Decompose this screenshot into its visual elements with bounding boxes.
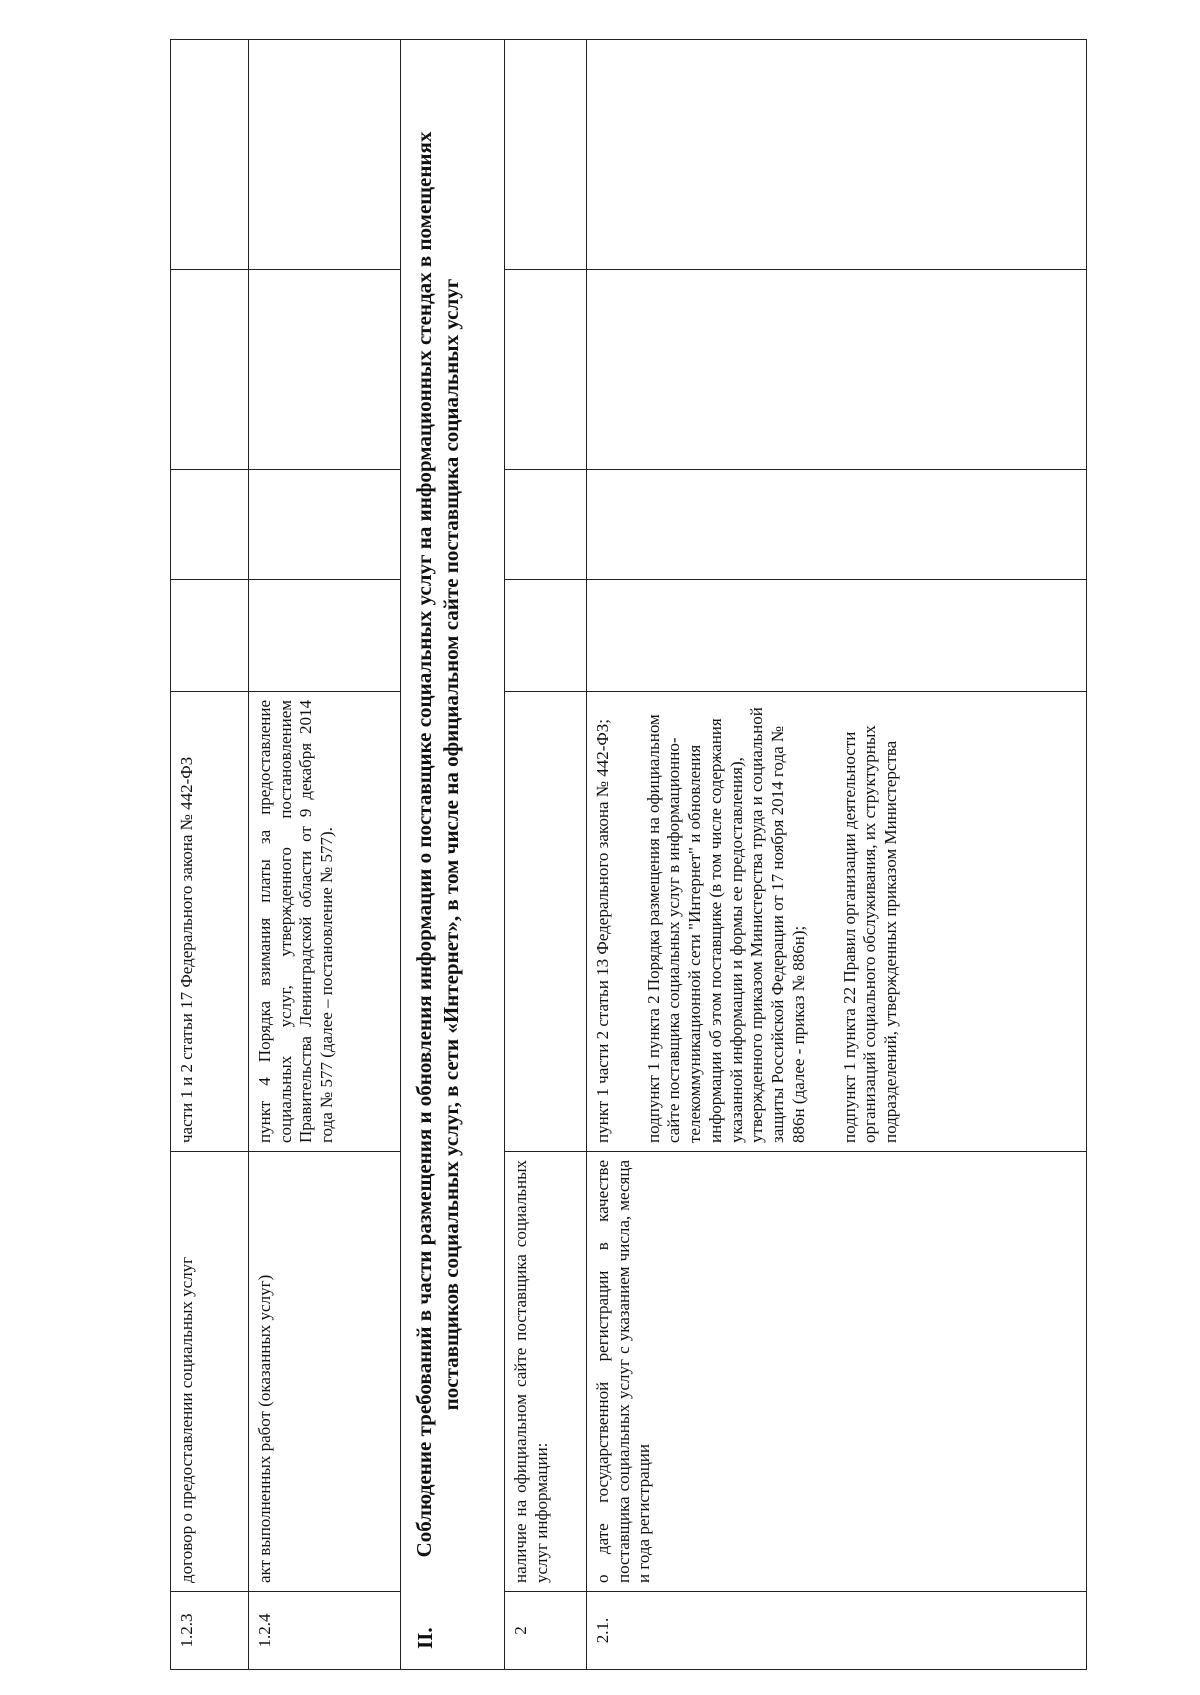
empty-cell: [249, 580, 401, 692]
table-row: [587, 40, 1087, 1670]
legal-reference: [505, 692, 587, 1152]
empty-cell: [171, 40, 249, 270]
empty-cell: [505, 580, 587, 692]
inspection-checklist-table: [170, 39, 1087, 1670]
row-number: 2: [505, 1592, 587, 1670]
requirement-text: акт выполненных работ (оказанных услуг): [249, 1152, 401, 1592]
legal-reference-item: подпункт 1 пункта 2 Порядка размещения на официальном сайте поставщика социальных услуг в информационно-телекоммуникационной сети "Интернет" и обновления информации об этом поставщике (в том числе содержания указанной информации и формы ее предоставления), утвержденного приказом Министерства труда и социальной защиты Российской Федерации от 17 ноября 2014 года № 886н (далее - приказ № 886н);: [643, 707, 808, 1143]
section-number: II.: [413, 1627, 437, 1649]
row-number: 1.2.3: [171, 1592, 249, 1670]
table-row: [249, 40, 401, 1670]
table-row: [171, 40, 249, 1670]
section-header-row: [401, 40, 505, 1670]
section-header: [401, 40, 505, 1670]
legal-reference: пункт 4 Порядка взимания платы за предоставление социальных услуг, утвержденного постановлением Правительства Ленинградской области от 9 декабря 2014 года № 577 (далее – постановление № 577).: [249, 692, 401, 1152]
requirement-text: наличие на официальном сайте поставщика социальных услуг информации:: [505, 1152, 587, 1592]
requirement-text: о дате государственной регистрации в качестве поставщика социальных услуг с указанием числа, месяца и года регистрации: [587, 1152, 1087, 1592]
row-number: 2.1.: [587, 1592, 1087, 1670]
legal-reference: [587, 692, 1087, 1152]
empty-cell: [587, 580, 1087, 692]
requirement-text: договор о предоставлении социальных услуг: [171, 1152, 249, 1592]
empty-cell: [249, 470, 401, 580]
empty-cell: [587, 270, 1087, 470]
empty-cell: [171, 270, 249, 470]
legal-reference: части 1 и 2 статьи 17 Федерального закона № 442-ФЗ: [171, 692, 249, 1152]
section-title: Соблюдение требований в части размещения и обновления информации о поставщике социальных услуг на информационных стендах в помещениях поставщиков социальных услуг, в сети «Интернет», в том числе на официальном сайте поставщика социальных услуг: [412, 131, 463, 1558]
empty-cell: [587, 470, 1087, 580]
empty-cell: [505, 40, 587, 270]
row-number: 1.2.4: [249, 1592, 401, 1670]
legal-reference-item: пункт 1 части 2 статьи 13 Федерального закона № 442-ФЗ;: [593, 718, 612, 1143]
empty-cell: [171, 580, 249, 692]
legal-reference-item: подпункт 1 пункта 22 Правил организации деятельности организаций социального обслуживания, их структурных подразделений, утвержденных приказом Министерства: [839, 725, 901, 1143]
empty-cell: [249, 40, 401, 270]
empty-cell: [505, 470, 587, 580]
empty-cell: [249, 270, 401, 470]
table-row: [505, 40, 587, 1670]
empty-cell: [587, 40, 1087, 270]
empty-cell: [171, 470, 249, 580]
empty-cell: [505, 270, 587, 470]
rotated-document-page: [170, 40, 1170, 1670]
